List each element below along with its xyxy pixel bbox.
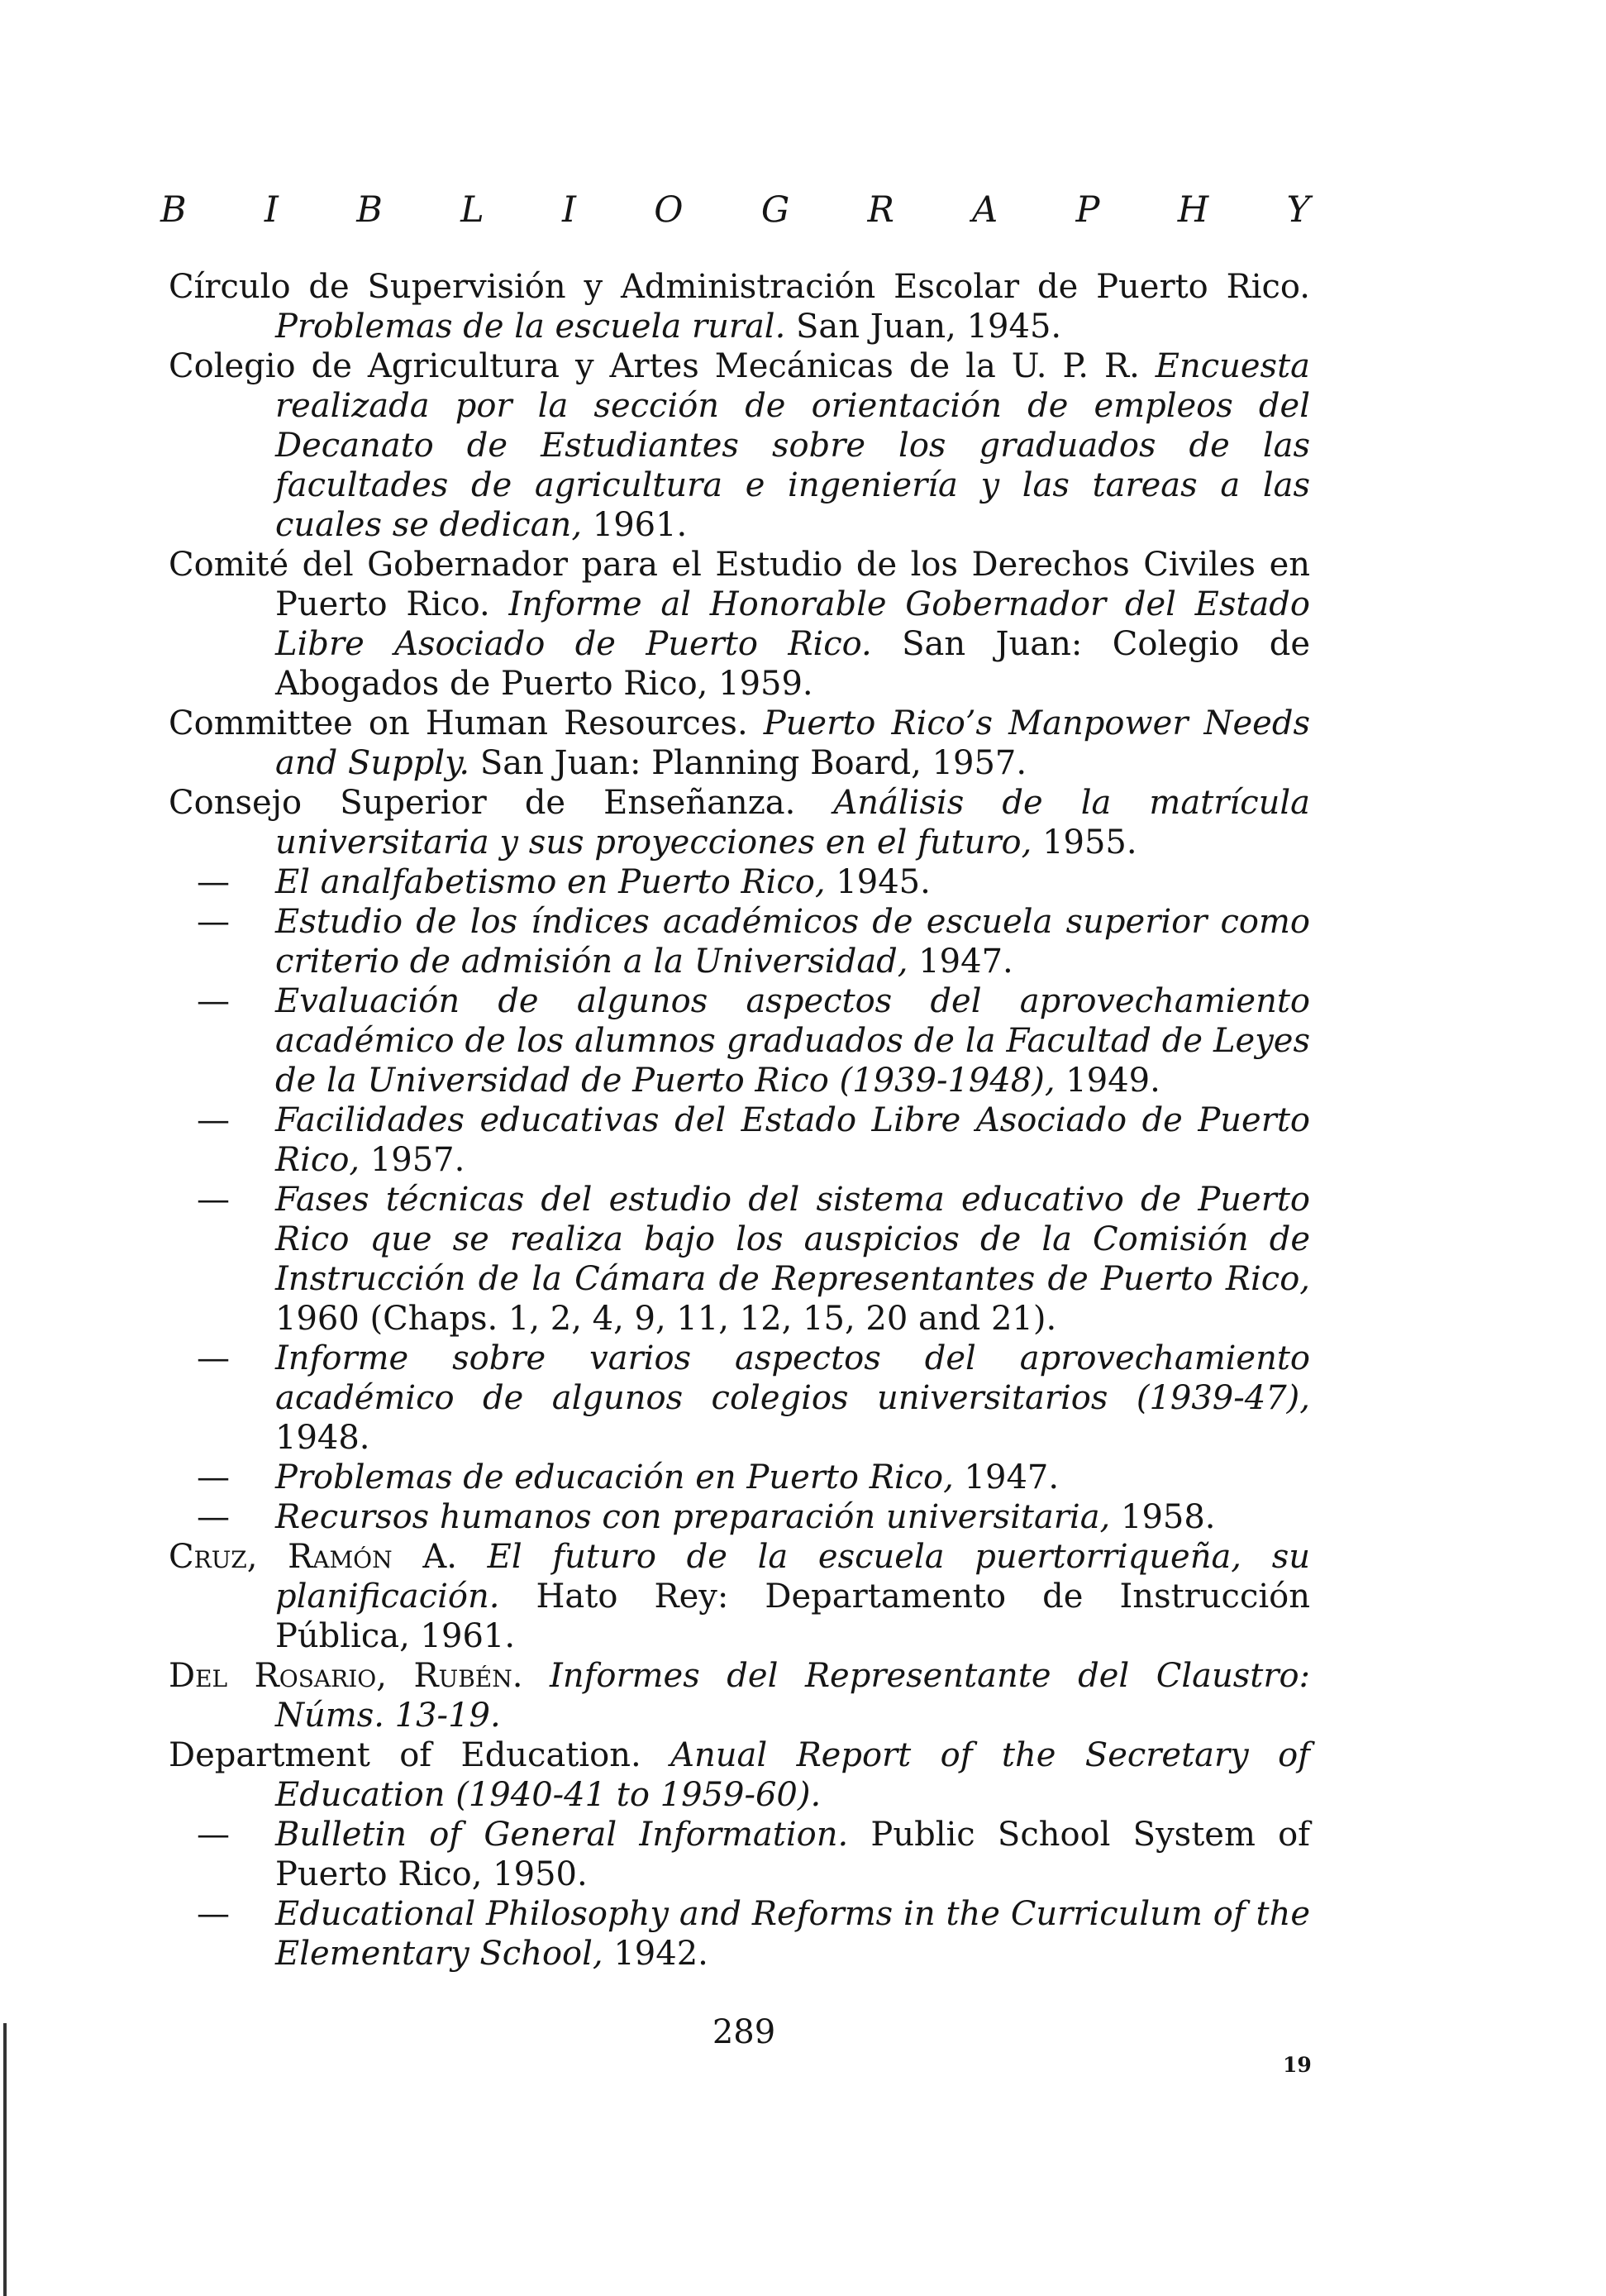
ditto-dash: —	[197, 1339, 230, 1377]
entry-suffix: 1945.	[825, 863, 931, 901]
bibliography-entry	[169, 783, 1310, 862]
entry-title: Informe sobre varios aspectos del aprovechamiento académico de algunos colegios universitarios (1939-47),	[275, 1339, 1310, 1417]
bibliography-list	[169, 267, 1310, 1974]
bibliography-subentry	[169, 1339, 1310, 1458]
entry-title: Problemas de educación en Puerto Rico,	[275, 1458, 954, 1496]
entry-title: Recursos humanos con preparación universitaria,	[275, 1498, 1111, 1536]
bibliography-entry	[169, 267, 1310, 346]
entry-prefix: Committee on Human Resources.	[169, 704, 764, 742]
header-letter: I	[561, 189, 576, 231]
entry-suffix: Public School System of Puerto Rico, 1950.	[275, 1816, 1310, 1893]
entry-prefix: Consejo Superior de Enseñanza.	[169, 784, 834, 822]
bibliography-subentry	[169, 1100, 1310, 1180]
entry-title: Análisis de la matrícula universitaria y sus proyecciones en el futuro,	[275, 784, 1310, 862]
ditto-dash: —	[197, 1498, 230, 1536]
entry-suffix: 1958.	[1110, 1498, 1216, 1536]
entry-suffix: 1948.	[275, 1419, 370, 1457]
bibliography-entry	[169, 1656, 1310, 1735]
bibliography-entry	[169, 1735, 1310, 1815]
entry-title: Puerto Rico’s Manpower Needs and Supply.	[275, 704, 1310, 782]
header-letter: O	[654, 189, 684, 231]
entry-prefix: Colegio de Agricultura y Artes Mecánicas de la U. P. R.	[169, 347, 1156, 385]
entry-suffix: 1955.	[1032, 823, 1137, 862]
bibliography-subentry	[169, 981, 1310, 1100]
bibliography-subentry	[169, 1815, 1310, 1894]
entry-prefix: Comité del Gobernador para el Estudio de los Derechos Civiles en Puerto Rico.	[169, 546, 1310, 623]
running-header	[160, 185, 1310, 235]
header-letter: B	[356, 189, 383, 231]
page-number: 289	[712, 2013, 776, 2051]
entry-title: Bulletin of General Information.	[275, 1816, 849, 1854]
entry-title: Fases técnicas del estudio del sistema educativo de Puerto Rico que se realiza bajo los auspicios de la Comisión de Instrucción de la Cámara de Representantes de Puerto Rico,	[275, 1181, 1310, 1298]
header-letter: B	[160, 189, 187, 231]
entry-title: Problemas de la escuela rural.	[275, 308, 786, 346]
header-letter: Y	[1286, 189, 1310, 231]
entry-suffix: San Juan, 1945.	[785, 308, 1062, 346]
entry-suffix: San Juan: Colegio de Abogados de Puerto Rico, 1959.	[275, 625, 1310, 703]
ditto-dash: —	[197, 903, 230, 941]
entry-title: Informe al Honorable Gobernador del Estado Libre Asociado de Puerto Rico.	[275, 585, 1310, 663]
entry-title: Anual Report of the Secretary of Education (1940-41 to 1959-60).	[275, 1736, 1310, 1814]
header-letter: H	[1177, 189, 1209, 231]
header-letter: G	[760, 189, 790, 231]
entry-title: El analfabetismo en Puerto Rico,	[275, 863, 826, 901]
bibliography-entry	[169, 346, 1310, 545]
header-letter: R	[867, 189, 894, 231]
ditto-dash: —	[197, 982, 230, 1020]
entry-suffix: San Juan: Planning Board, 1957.	[469, 744, 1027, 782]
entry-suffix: 1957.	[360, 1141, 465, 1179]
entry-suffix: Hato Rey: Departamento de Instrucción Pública, 1961.	[275, 1578, 1310, 1655]
ditto-dash: —	[197, 1458, 230, 1496]
entry-prefix: Department of Education.	[169, 1736, 671, 1774]
ditto-dash: —	[197, 1816, 230, 1854]
bibliography-entry	[169, 704, 1310, 783]
bibliography-subentry	[169, 862, 1310, 902]
entry-author: Cruz, Ramón A.	[169, 1538, 457, 1576]
entry-title: El futuro de la escuela puertorriqueña, su planificación.	[275, 1538, 1311, 1616]
entry-suffix: 1942.	[603, 1935, 708, 1973]
bibliography-subentry	[169, 1497, 1310, 1537]
header-letter: L	[460, 189, 484, 231]
entry-author: Del Rosario, Rubén.	[169, 1657, 523, 1695]
header-letter: P	[1075, 189, 1100, 231]
ditto-dash: —	[197, 1181, 230, 1219]
bibliography-subentry	[169, 902, 1310, 981]
entry-suffix: 1961.	[582, 506, 688, 544]
entry-title: Estudio de los índices académicos de escuela superior como criterio de admisión a la Universidad,	[275, 903, 1310, 981]
scan-edge-line	[3, 2023, 7, 2296]
ditto-dash: —	[197, 863, 230, 901]
entry-title: Encuesta realizada por la sección de orientación de empleos del Decanato de Estudiantes sobre los graduados de las facultades de agricultura e ingeniería y las tareas a las cuales se dedican,	[275, 347, 1310, 544]
entry-suffix: 1947.	[953, 1458, 1060, 1496]
entry-title: Informes del Representante del Claustro: Núms. 13-19.	[275, 1657, 1311, 1735]
header-letter: A	[972, 189, 998, 231]
ditto-dash: —	[197, 1101, 230, 1139]
entry-suffix: 1947.	[908, 943, 1013, 981]
entry-prefix: Círculo de Supervisión y Administración Escolar de Puerto Rico.	[169, 268, 1310, 306]
entry-title: Educational Philosophy and Reforms in the Curriculum of the Elementary School,	[275, 1895, 1310, 1973]
bibliography-entry	[169, 1537, 1310, 1656]
header-letter: I	[264, 189, 279, 231]
entry-title: Evaluación de algunos aspectos del aprovechamiento académico de los alumnos graduados de la Facultad de Leyes de la Universidad de Puerto Rico (1939-1948),	[275, 982, 1310, 1100]
entry-suffix: 1960 (Chaps. 1, 2, 4, 9, 11, 12, 15, 20 and 21).	[275, 1300, 1057, 1338]
entry-title: Facilidades educativas del Estado Libre Asociado de Puerto Rico,	[275, 1101, 1310, 1179]
ditto-dash: —	[197, 1895, 230, 1933]
bibliography-entry	[169, 545, 1310, 704]
entry-suffix: 1949.	[1055, 1062, 1160, 1100]
bibliography-subentry	[169, 1458, 1310, 1497]
bibliography-subentry	[169, 1894, 1310, 1974]
printer-signature: 19	[1283, 2053, 1312, 2077]
bibliography-subentry	[169, 1180, 1310, 1339]
